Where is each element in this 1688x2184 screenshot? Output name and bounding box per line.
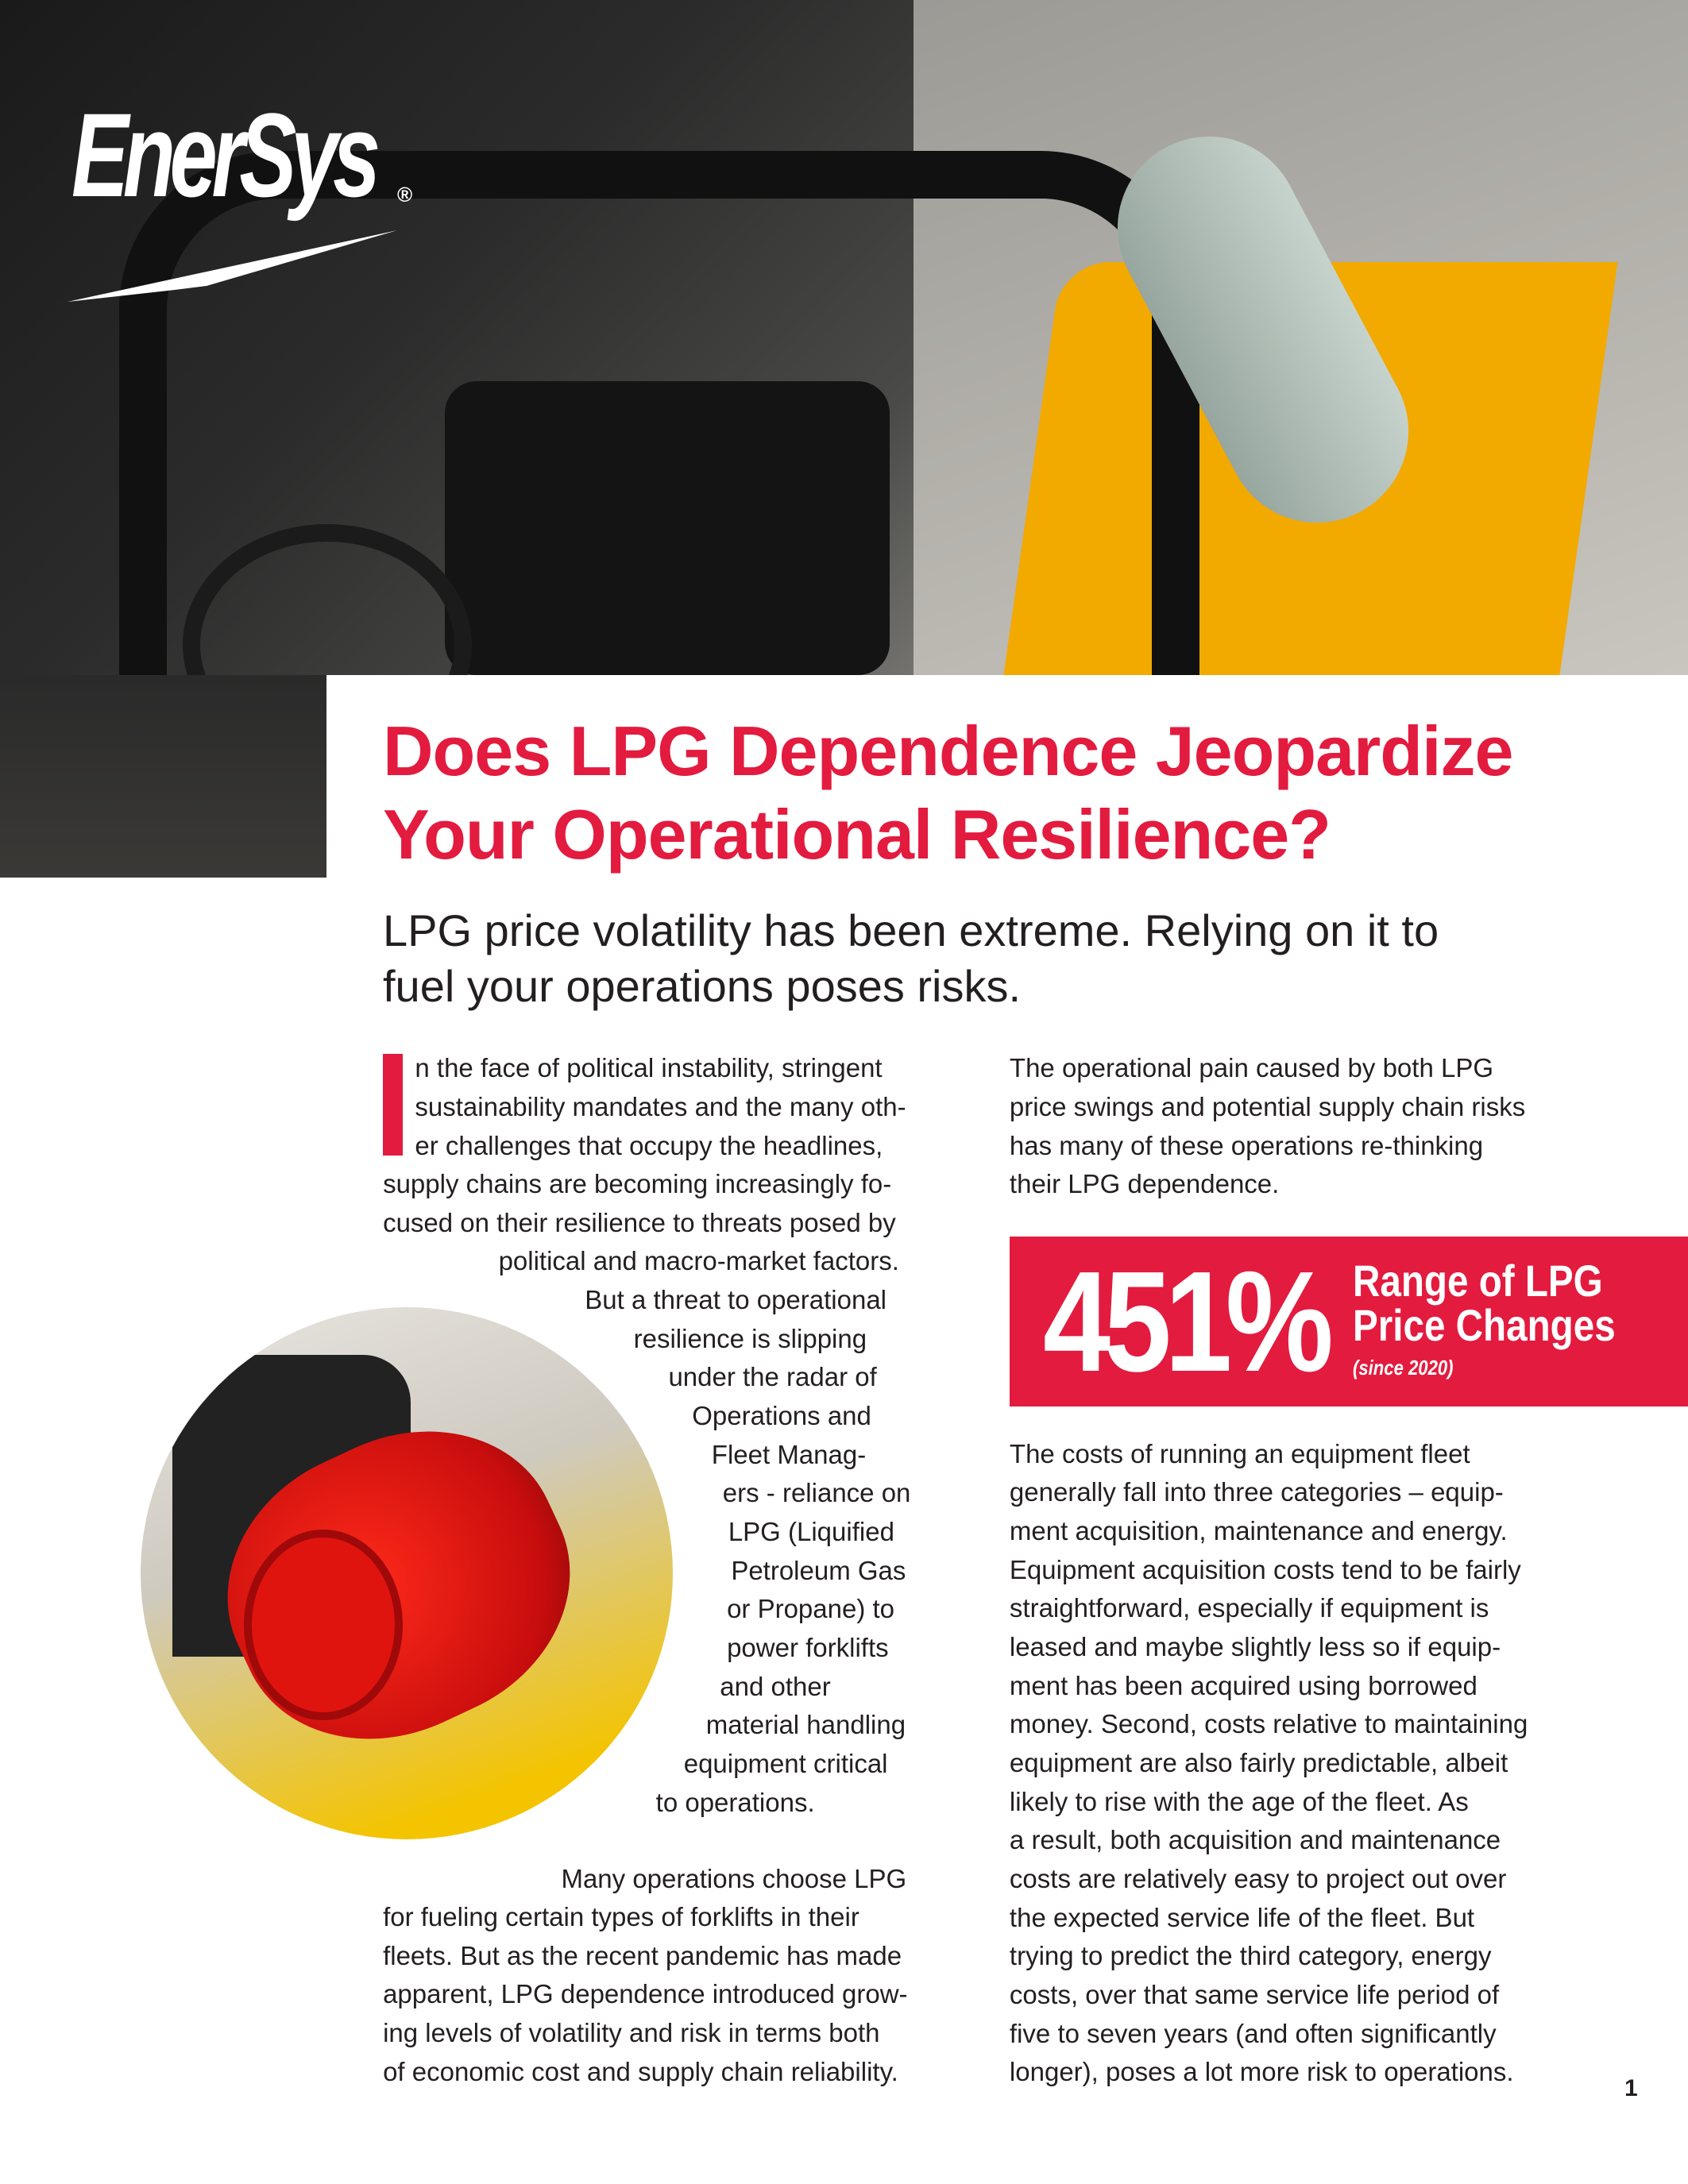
body-text-line: price swings and potential supply chain risks: [1009, 1091, 1526, 1121]
body-text-line: fleets. But as the recent pandemic has made: [383, 1940, 902, 1970]
body-text-line: five to seven years (and often significantly: [1009, 2018, 1497, 2048]
subtitle-line-2: fuel your operations poses risks.: [383, 961, 1022, 1011]
body-text-line: has many of these operations re-thinking: [1009, 1130, 1484, 1160]
registered-mark: ®: [397, 183, 413, 206]
cylinder-valve-end: [244, 1530, 403, 1720]
body-text-line: The costs of running an equipment fleet: [1009, 1438, 1470, 1468]
body-text-line: er challenges that occupy the headlines,: [415, 1130, 883, 1160]
stat-label-line-2: Price Changes: [1353, 1300, 1616, 1350]
body-text-line: apparent, LPG dependence introduced grow-: [383, 1979, 908, 2009]
body-text-line: longer), poses a lot more risk to operations.: [1009, 2057, 1514, 2087]
body-text-line: sustainability mandates and the many oth-: [415, 1091, 906, 1121]
body-text-line: of economic cost and supply chain reliability.: [383, 2056, 898, 2086]
drop-cap-i: [383, 1054, 403, 1156]
body-text-line: Equipment acquisition costs tend to be fairly: [1009, 1554, 1521, 1584]
title-line-2: Your Operational Resilience?: [383, 795, 1331, 874]
body-text-line: ment acquisition, maintenance and energy.: [1009, 1516, 1508, 1546]
title-line-1: Does LPG Dependence Jeopardize: [383, 712, 1513, 790]
body-text-line: political and macro-market factors.: [498, 1246, 899, 1276]
hero-photo-forklift: [0, 0, 1688, 675]
stat-callout: [1010, 1237, 1688, 1406]
body-text-line: The operational pain caused by both LPG: [1009, 1053, 1494, 1083]
body-text-line: ment has been acquired using borrowed: [1009, 1670, 1477, 1700]
body-text-line: trying to predict the third category, energy: [1009, 1941, 1492, 1971]
logo-swoosh: [64, 226, 397, 302]
body-text-line: power forklifts: [727, 1632, 889, 1662]
enersys-logo: [64, 87, 429, 302]
body-text-line: ing levels of volatility and risk in terms both: [383, 2018, 880, 2048]
page-title: [383, 709, 1512, 876]
hero-photo-strip: [0, 675, 326, 878]
body-text-line: straightforward, especially if equipment is: [1009, 1593, 1489, 1623]
body-text-line: ers - reliance on: [722, 1478, 911, 1508]
body-text-line: n the face of political instability, stringent: [415, 1053, 883, 1083]
body-text-line: to operations.: [655, 1787, 815, 1817]
body-text-line: Operations and: [692, 1401, 871, 1431]
body-text-line: supply chains are becoming increasingly fo-: [383, 1169, 892, 1199]
body-text-line: and other: [720, 1671, 831, 1701]
stat-label: [1353, 1256, 1616, 1350]
subtitle-line-1: LPG price volatility has been extreme. Relying on it to: [383, 905, 1439, 955]
page-number: 1: [1624, 2075, 1638, 2101]
body-text-line: a result, both acquisition and maintenance: [1009, 1825, 1501, 1855]
body-text-line: cused on their resilience to threats posed by: [383, 1207, 896, 1237]
body-text-line: money. Second, costs relative to maintaining: [1009, 1709, 1528, 1739]
body-text-line: the expected service life of the fleet. But: [1009, 1902, 1475, 1932]
stat-label-line-1: Range of LPG: [1353, 1256, 1603, 1306]
body-text-line: under the radar of: [668, 1362, 877, 1392]
body-text-line: for fueling certain types of forklifts in their: [383, 1902, 859, 1932]
body-text-line: generally fall into three categories – equip-: [1009, 1477, 1504, 1507]
body-text-line: equipment critical: [683, 1748, 888, 1778]
body-text-line: leased and maybe slightly less so if equip-: [1009, 1632, 1501, 1662]
body-text-line: resilience is slipping: [633, 1323, 867, 1353]
body-text-line: likely to rise with the age of the fleet. As: [1009, 1786, 1469, 1816]
body-text-line: costs are relatively easy to project out over: [1009, 1863, 1507, 1893]
body-text-line: Fleet Manag-: [711, 1439, 867, 1469]
body-text-line: Petroleum Gas: [731, 1555, 906, 1585]
stat-note: (since 2020): [1353, 1356, 1454, 1379]
body-text-line: or Propane) to: [727, 1594, 895, 1624]
body-text-line: their LPG dependence.: [1009, 1169, 1280, 1199]
body-text-line: LPG (Liquified: [728, 1517, 894, 1547]
body-text-line: costs, over that same service life period of: [1009, 1979, 1500, 2009]
body-text-line: material handling: [705, 1710, 906, 1740]
stat-value: 451%: [1043, 1242, 1327, 1402]
page-subtitle: [383, 903, 1439, 1014]
body-text-line: equipment are also fairly predictable, albeit: [1009, 1748, 1508, 1777]
body-text-line: Many operations choose LPG: [561, 1863, 907, 1893]
logo-wordmark: EnerSys: [71, 88, 375, 222]
body-text-line: But a threat to operational: [585, 1285, 887, 1315]
circular-photo-lpg-cylinder: [141, 1307, 673, 1839]
